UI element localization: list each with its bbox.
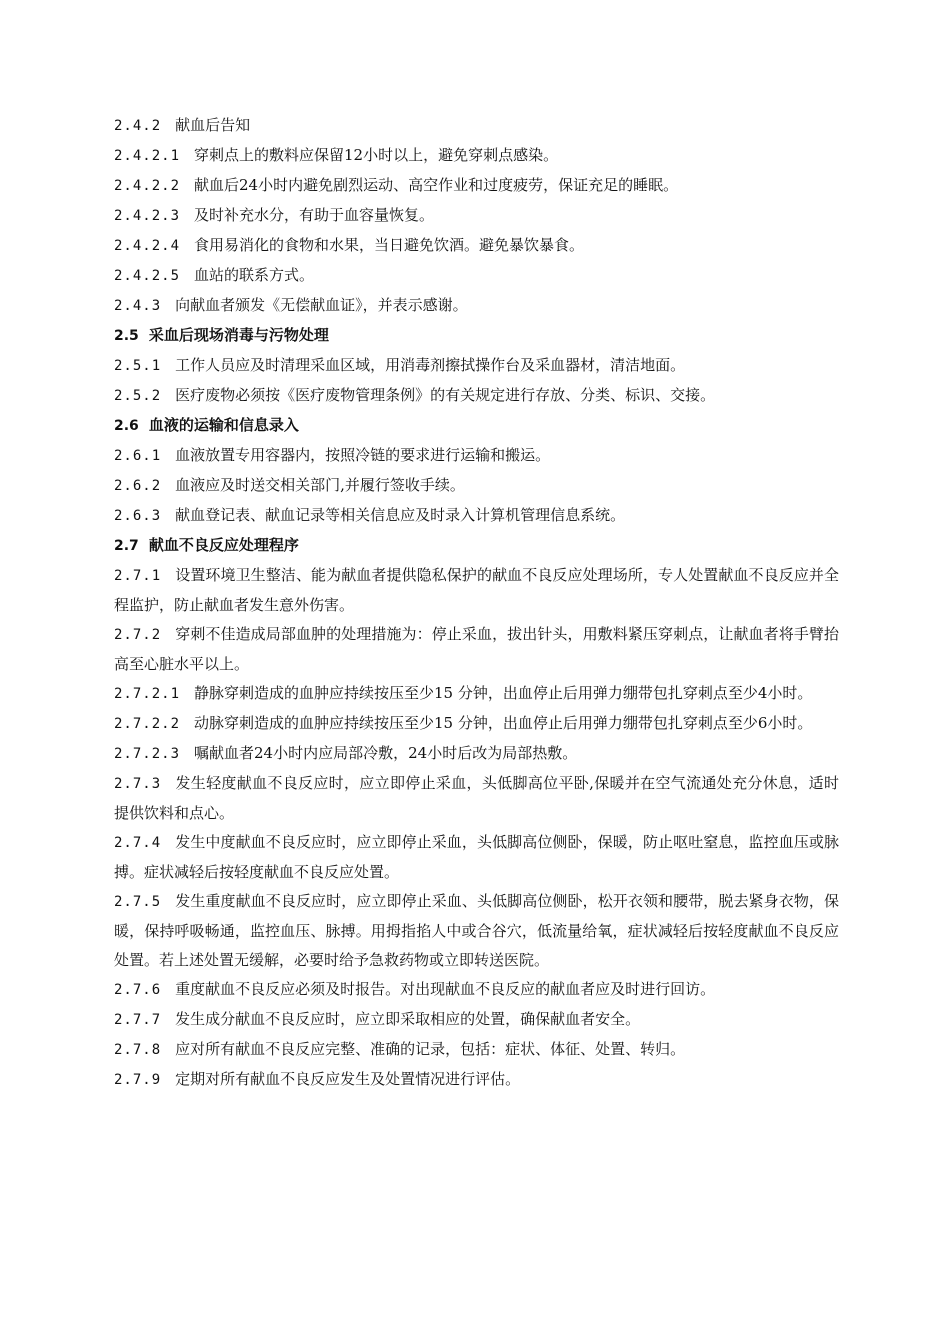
clause-text: 献血登记表、献血记录等相关信息应及时录入计算机管理信息系统。 <box>175 506 626 524</box>
clause-number: 2.7.7 <box>114 1012 162 1028</box>
clause-number: 2.5.1 <box>114 358 162 374</box>
clause-text: 血液的运输和信息录入 <box>148 416 299 434</box>
clause-number: 2.7.9 <box>114 1072 162 1088</box>
clause-text: 献血后24小时内避免剧烈运动、高空作业和过度疲劳，保证充足的睡眠。 <box>194 176 679 194</box>
clause-number: 2.6.2 <box>114 478 162 494</box>
clause-paragraph <box>114 471 839 501</box>
clause-text: 动脉穿刺造成的血肿应持续按压至少15 分钟，出血停止后用弹力绷带包扎穿刺点至少6小时。 <box>194 714 813 732</box>
clause-paragraph <box>114 111 839 141</box>
clause-text: 及时补充水分，有助于血容量恢复。 <box>194 206 435 224</box>
clause-number: 2.6 <box>114 418 139 434</box>
clause-number: 2.5.2 <box>114 388 162 404</box>
clause-number: 2.7.2.2 <box>114 716 181 732</box>
clause-number: 2.4.2.4 <box>114 238 181 254</box>
clause-number: 2.7.4 <box>114 835 162 851</box>
clause-number: 2.4.2.2 <box>114 178 181 194</box>
clause-number: 2.7.2.1 <box>114 686 181 702</box>
clause-paragraph <box>114 1035 839 1065</box>
clause-paragraph <box>114 887 839 975</box>
clause-number: 2.7.6 <box>114 982 162 998</box>
clause-number: 2.4.3 <box>114 298 162 314</box>
clause-paragraph <box>114 828 839 887</box>
clause-text: 穿刺不佳造成局部血肿的处理措施为：停止采血，拔出针头，用敷料紧压穿刺点，让献血者将手臂抬高至心脏水平以上。 <box>114 625 839 673</box>
clause-number: 2.4.2.5 <box>114 268 181 284</box>
clause-number: 2.7.8 <box>114 1042 162 1058</box>
clause-text: 献血不良反应处理程序 <box>148 536 299 554</box>
clause-paragraph <box>114 381 839 411</box>
clause-text: 应对所有献血不良反应完整、准确的记录，包括：症状、体征、处置、转归。 <box>175 1040 686 1058</box>
clause-paragraph <box>114 1005 839 1035</box>
clause-number: 2.4.2.1 <box>114 148 181 164</box>
clause-paragraph <box>114 141 839 171</box>
clause-number: 2.7.3 <box>114 776 162 792</box>
clause-paragraph <box>114 291 839 321</box>
clause-paragraph <box>114 1065 839 1095</box>
clause-paragraph <box>114 261 839 291</box>
clause-paragraph <box>114 201 839 231</box>
clause-number: 2.7 <box>114 538 139 554</box>
clause-paragraph <box>114 679 839 709</box>
section-heading <box>114 531 839 561</box>
clause-paragraph <box>114 351 839 381</box>
clause-text: 发生轻度献血不良反应时，应立即停止采血，头低脚高位平卧,保暖并在空气流通处充分休息，适时提供饮料和点心。 <box>114 774 839 822</box>
clause-text: 献血后告知 <box>175 116 251 134</box>
clause-number: 2.4.2 <box>114 118 162 134</box>
section-heading <box>114 321 839 351</box>
clause-text: 血液应及时送交相关部门,并履行签收手续。 <box>175 476 465 494</box>
clause-text: 设置环境卫生整洁、能为献血者提供隐私保护的献血不良反应处理场所，专人处置献血不良反应并全程监护，防止献血者发生意外伤害。 <box>114 566 839 614</box>
clause-paragraph <box>114 709 839 739</box>
clause-text: 采血后现场消毒与污物处理 <box>148 326 329 344</box>
clause-paragraph <box>114 620 839 679</box>
clause-paragraph <box>114 739 839 769</box>
clause-text: 工作人员应及时清理采血区域，用消毒剂擦拭操作台及采血器材，清洁地面。 <box>175 356 686 374</box>
clause-text: 重度献血不良反应必须及时报告。对出现献血不良反应的献血者应及时进行回访。 <box>175 980 716 998</box>
section-heading <box>114 411 839 441</box>
document-body <box>114 111 839 1095</box>
clause-text: 发生成分献血不良反应时，应立即采取相应的处置，确保献血者安全。 <box>175 1010 641 1028</box>
clause-number: 2.4.2.3 <box>114 208 181 224</box>
clause-number: 2.7.2.3 <box>114 746 181 762</box>
clause-text: 食用易消化的食物和水果，当日避免饮酒。避免暴饮暴食。 <box>194 236 585 254</box>
clause-paragraph <box>114 561 839 620</box>
clause-text: 发生重度献血不良反应时，应立即停止采血、头低脚高位侧卧，松开衣领和腰带，脱去紧身衣物，保暖，保持呼吸畅通，监控血压、脉搏。用拇指掐人中或合谷穴，低流量给氧，症状减轻后按轻度献血不良反应处置。若上述处置无缓解，必要时给予急救药物或立即转送医院。 <box>114 892 839 969</box>
clause-number: 2.5 <box>114 328 139 344</box>
clause-number: 2.7.1 <box>114 568 162 584</box>
clause-text: 静脉穿刺造成的血肿应持续按压至少15 分钟，出血停止后用弹力绷带包扎穿刺点至少4小时。 <box>194 684 813 702</box>
clause-text: 血站的联系方式。 <box>194 266 315 284</box>
clause-paragraph <box>114 975 839 1005</box>
clause-paragraph <box>114 501 839 531</box>
clause-paragraph <box>114 441 839 471</box>
clause-paragraph <box>114 171 839 201</box>
clause-paragraph <box>114 769 839 828</box>
clause-text: 医疗废物必须按《医疗废物管理条例》的有关规定进行存放、分类、标识、交接。 <box>175 386 716 404</box>
clause-number: 2.7.5 <box>114 894 162 910</box>
clause-number: 2.6.3 <box>114 508 162 524</box>
clause-paragraph <box>114 231 839 261</box>
clause-number: 2.7.2 <box>114 627 162 643</box>
clause-text: 血液放置专用容器内，按照冷链的要求进行运输和搬运。 <box>175 446 551 464</box>
clause-number: 2.6.1 <box>114 448 162 464</box>
clause-text: 嘱献血者24小时内应局部冷敷，24小时后改为局部热敷。 <box>194 744 578 762</box>
clause-text: 向献血者颁发《无偿献血证》，并表示感谢。 <box>175 296 468 314</box>
clause-text: 穿刺点上的敷料应保留12小时以上，避免穿刺点感染。 <box>194 146 559 164</box>
clause-text: 发生中度献血不良反应时，应立即停止采血，头低脚高位侧卧，保暖，防止呕吐窒息，监控血压或脉搏。症状减轻后按轻度献血不良反应处置。 <box>114 833 839 881</box>
clause-text: 定期对所有献血不良反应发生及处置情况进行评估。 <box>175 1070 521 1088</box>
